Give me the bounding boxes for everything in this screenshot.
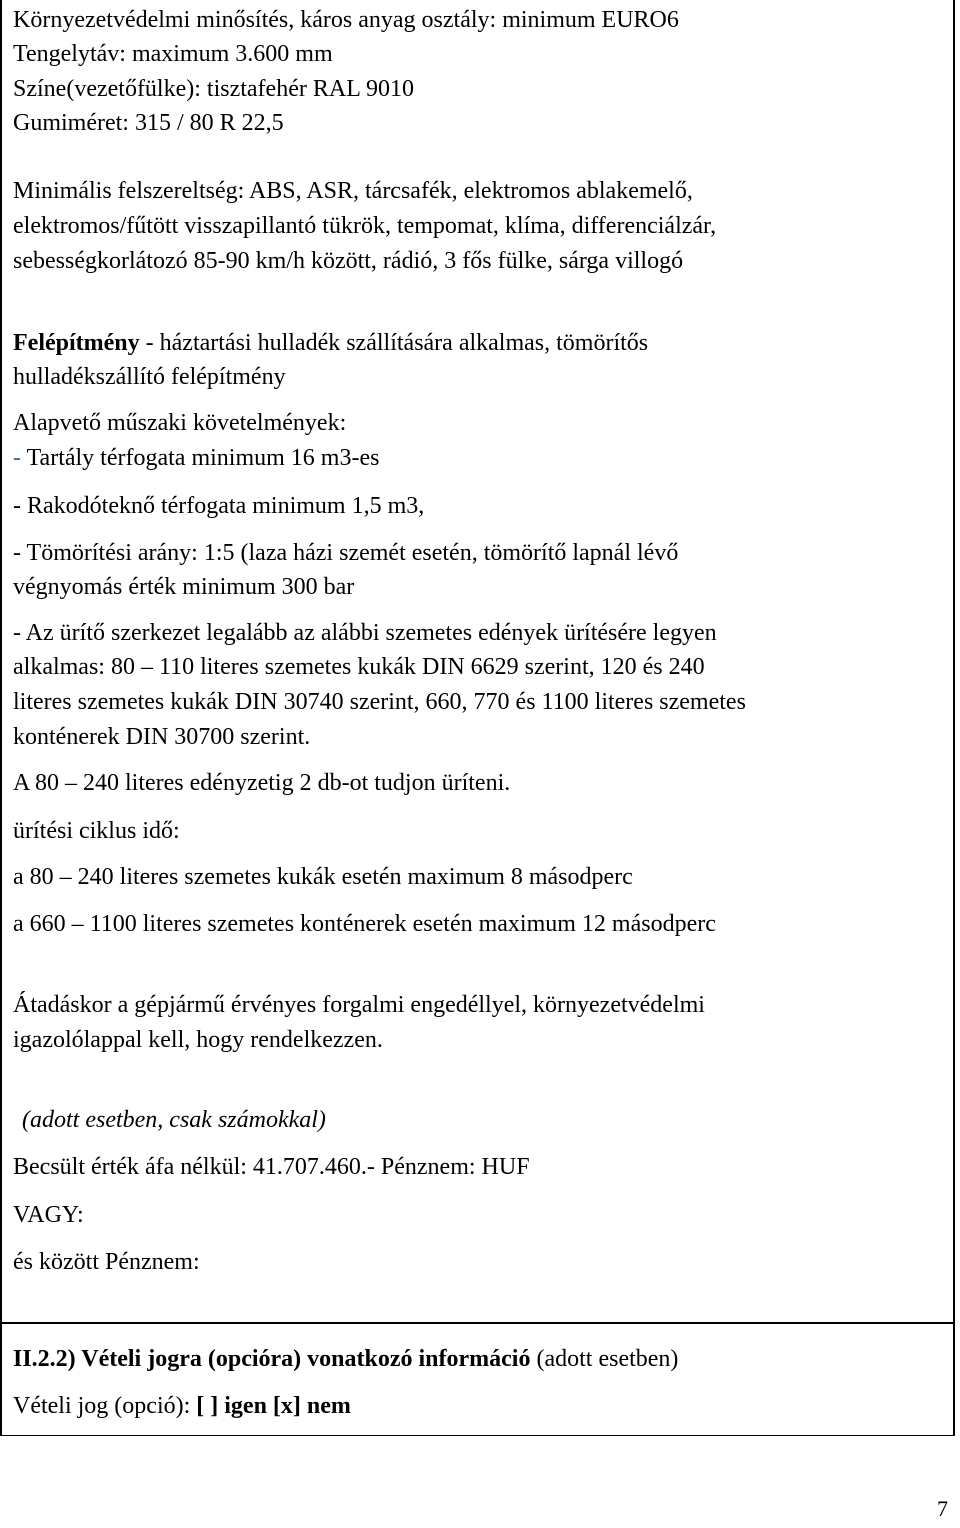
page-number: 7 <box>937 1496 948 1521</box>
cabin-color-line: Színe(vezetőfülke): tisztafehér RAL 9010 <box>13 76 414 102</box>
option-line <box>13 1389 351 1423</box>
tire-size-line: Gumiméret: 315 / 80 R 22,5 <box>13 110 284 136</box>
cycle-time-title: ürítési ciklus idő: <box>13 818 180 844</box>
estimated-value-line: Becsült érték áfa nélkül: 41.707.460.- Pénznem: HUF <box>13 1154 530 1180</box>
loading-trough-line: - Rakodóteknő térfogata minimum 1,5 m3, <box>13 493 425 519</box>
value-range-line: és között Pénznem: <box>13 1249 200 1275</box>
superstructure-heading: Felépítmény <box>13 330 140 356</box>
emission-class-line: Környezetvédelmi minősítés, káros anyag osztály: minimum EURO6 <box>13 7 679 33</box>
two-bins-line: A 80 – 240 literes edényzetig 2 db-ot tudjon üríteni. <box>13 770 511 796</box>
option-heading: II.2.2) Vételi jogra (opcióra) vonatkozó információ <box>13 1346 531 1372</box>
option-line-prefix: Vételi jog (opció): <box>13 1393 197 1419</box>
requirements-title: Alapvető műszaki követelmények: <box>13 410 347 436</box>
option-choice: [ ] igen [x] nem <box>196 1393 351 1419</box>
equipment-line-2: elektromos/fűtött visszapillantó tükrök, tempomat, klíma, differenciálzár, <box>13 213 717 239</box>
cycle-time-large-bins: a 660 – 1100 literes szemetes konténerek esetén maximum 12 másodperc <box>13 911 716 937</box>
value-note: (adott esetben, csak számokkal) <box>22 1107 326 1133</box>
option-heading-line <box>13 1342 678 1376</box>
bins-line-1: - Az ürítő szerkezet legalább az alábbi szemetes edények ürítésére legyen <box>13 620 717 646</box>
cycle-time-small-bins: a 80 – 240 literes szemetes kukák esetén maximum 8 másodperc <box>13 864 633 890</box>
tank-volume-text: Tartály térfogata minimum 16 m3-es <box>21 445 380 471</box>
superstructure-description: - háztartási hulladék szállítására alkalmas, tömörítős <box>139 330 649 356</box>
compression-line-1: - Tömörítési arány: 1:5 (laza házi szemét esetén, tömörítő lapnál lévő <box>13 540 679 566</box>
bins-line-3: literes szemetes kukák DIN 30740 szerint, 660, 770 és 1100 literes szemetes <box>13 689 746 715</box>
tank-volume-line <box>13 441 379 475</box>
option-heading-note: (adott esetben) <box>530 1346 679 1372</box>
superstructure-line-2: hulladékszállító felépítmény <box>13 364 286 390</box>
tank-volume-dash: - <box>13 445 21 471</box>
equipment-line-3: sebességkorlátozó 85-90 km/h között, rádió, 3 fős fülke, sárga villogó <box>13 248 684 274</box>
superstructure-line-1 <box>13 326 648 360</box>
bins-line-2: alkalmas: 80 – 110 literes szemetes kukák DIN 6629 szerint, 120 és 240 <box>13 654 705 680</box>
handover-line-2: igazolólappal kell, hogy rendelkezzen. <box>13 1027 383 1053</box>
or-label: VAGY: <box>13 1202 84 1228</box>
bins-line-4: konténerek DIN 30700 szerint. <box>13 724 311 750</box>
equipment-line-1: Minimális felszereltség: ABS, ASR, tárcsafék, elektromos ablakemelő, <box>13 178 693 204</box>
handover-line-1: Átadáskor a gépjármű érvényes forgalmi engedéllyel, környezetvédelmi <box>13 992 705 1018</box>
wheelbase-line: Tengelytáv: maximum 3.600 mm <box>13 41 333 67</box>
compression-line-2: végnyomás érték minimum 300 bar <box>13 574 355 600</box>
